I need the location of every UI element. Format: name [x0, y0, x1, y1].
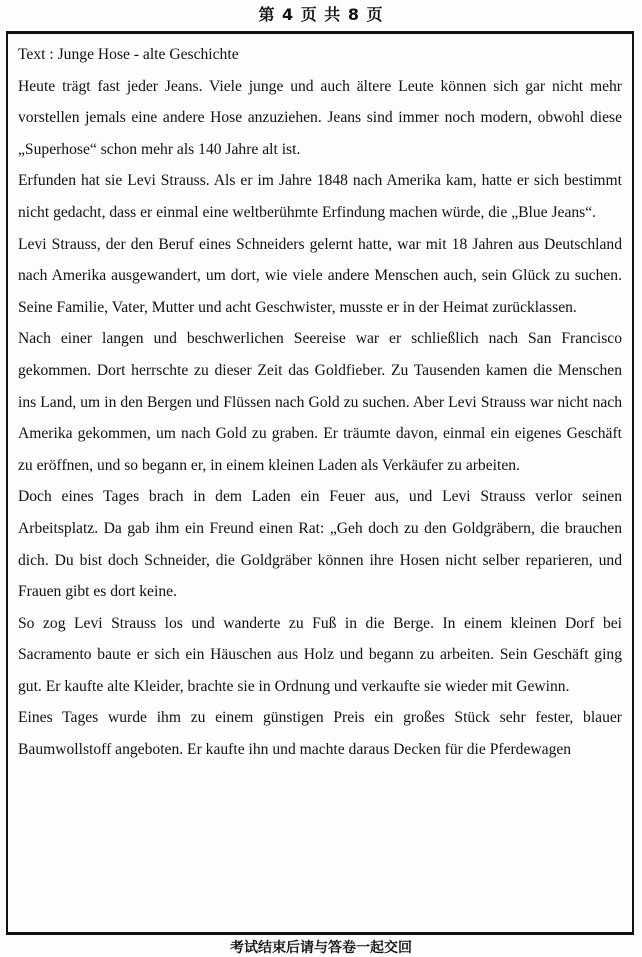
article-paragraph-1: Heute trägt fast jeder Jeans. Viele junge und auch ältere Leute können sich gar nicht mehr vorstellen jemals eine andere Hose anzuziehen. Jeans sind immer noch modern, obwohl diese „Superhose“ schon mehr als 140 Jahre alt ist.	[18, 77, 622, 158]
article-content	[18, 39, 622, 766]
article-paragraph-3: Levi Strauss, der den Beruf eines Schneiders gelernt hatte, war mit 18 Jahren aus Deutschland nach Amerika ausgewandert, um dort, wie viele andere Menschen auch, sein Glück zu suchen. Seine Familie, Vater, Mutter und acht Geschwister, musste er in der Heimat zurücklassen.	[18, 235, 622, 316]
article-paragraph-5: Doch eines Tages brach in dem Laden ein Feuer aus, und Levi Strauss verlor seinen Arbeitsplatz. Da gab ihm ein Freund einen Rat: „Geh doch zu den Goldgräbern, die brauchen dich. Du bist doch Schneider, die Goldgräber können ihre Hosen nicht selber reparieren, und Frauen gibt es dort keine.	[18, 488, 622, 601]
article-paragraph-2: Erfunden hat sie Levi Strauss. Als er im Jahre 1848 nach Amerika kam, hatte er sich bestimmt nicht gedacht, dass er einmal eine weltberühmte Erfindung machen würde, die „Blue Jeans“.	[18, 172, 622, 221]
article-paragraph-7: Eines Tages wurde ihm zu einem günstigen Preis ein großes Stück sehr fester, blauer Baumwollstoff angeboten. Er kaufte ihn und machte daraus Decken für die Pferdewagen	[18, 709, 622, 759]
reading-text-box	[6, 31, 634, 935]
article-paragraph-6: So zog Levi Strauss los und wanderte zu Fuß in die Berge. In einem kleinen Dorf bei Sacramento baute er sich ein Häuschen aus Holz und begann zu arbeiten. Sein Geschäft ging gut. Er kaufte alte Kleider, brachte sie in Ordnung und verkaufte sie wieder mit Gewinn.	[18, 614, 622, 695]
footer-notice: 考试结束后请与答卷一起交回	[230, 940, 412, 956]
page-indicator: 第 4 页 共 8 页	[258, 5, 384, 24]
article-title: Text : Junge Hose - alte Geschichte	[18, 46, 239, 63]
article-paragraph-4: Nach einer langen und beschwerlichen Seereise war er schließlich nach San Francisco gekommen. Dort herrschte zu dieser Zeit das Goldfieber. Zu Tausenden kamen die Menschen ins Land, um in den Bergen und Flüssen nach Gold zu suchen. Aber Levi Strauss war nicht nach Amerika gekommen, um nach Gold zu graben. Er träumte davon, einmal ein eigenes Geschäft zu eröffnen, und so begann er, in einem kleinen Laden als Verkäufer zu arbeiten.	[18, 330, 622, 474]
